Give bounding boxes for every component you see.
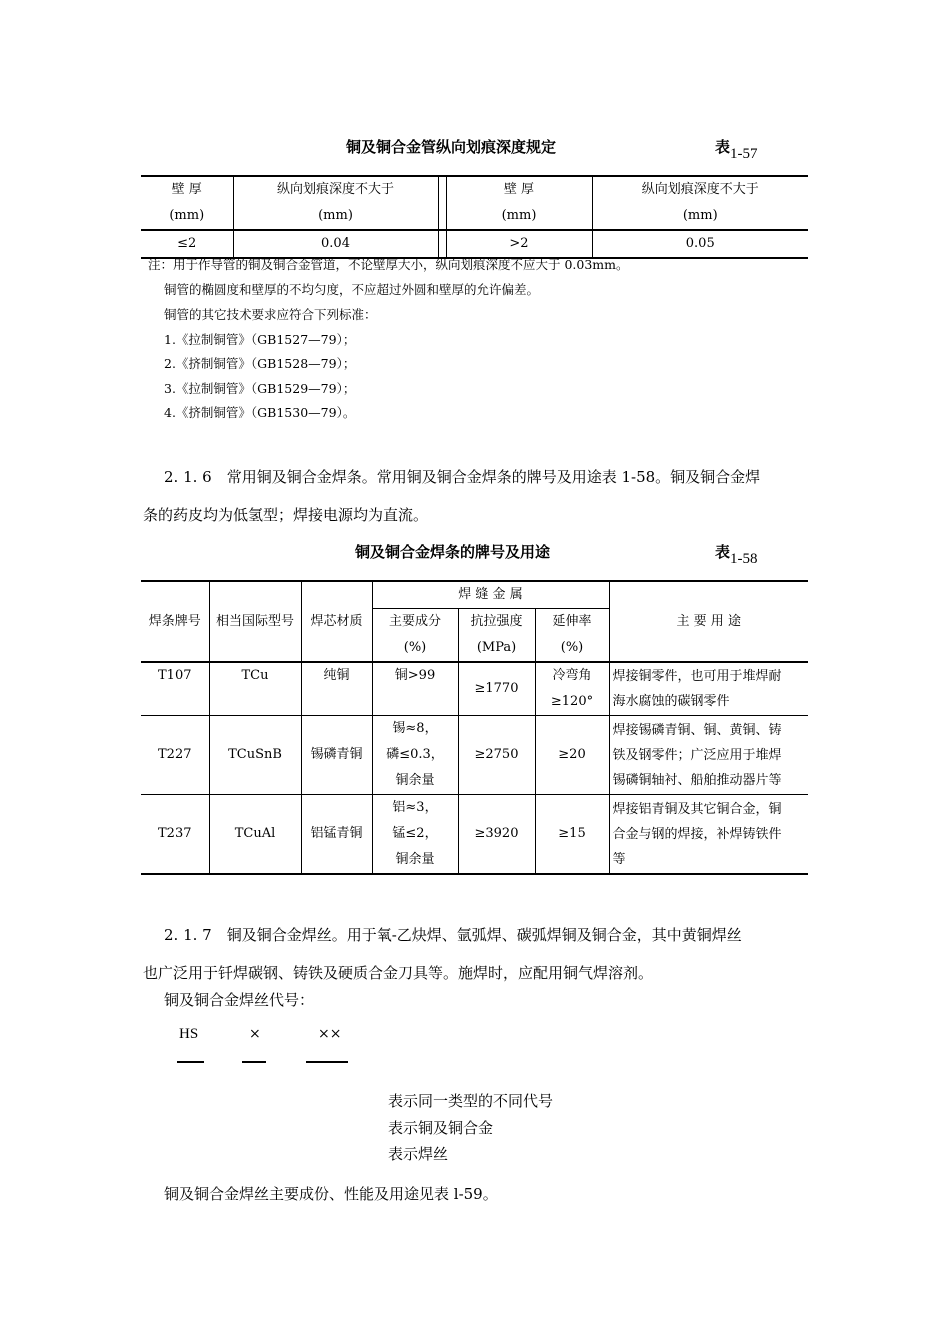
table-cell: T227 <box>141 716 209 795</box>
table-cell: 焊接铝青铜及其它铜合金，铜 合金与钢的焊接，补焊铸铁件 等 <box>612 801 782 867</box>
header-cell: 纵向划痕深度不大于 (mm) <box>233 176 438 230</box>
table-57-number <box>715 136 758 162</box>
header-cell: 主要成分 (%) <box>372 609 458 663</box>
table-row <box>141 795 808 875</box>
table-cell: TCuAl <box>209 795 301 875</box>
section-217-line2: 也广泛用于钎焊碳钢、铸铁及硬质合金刀具等。施焊时，应配用铜气焊溶剂。 <box>143 964 654 982</box>
header-cell: 抗拉强度 (MPa) <box>458 609 535 663</box>
table-row <box>141 716 808 795</box>
table-label: 表 <box>715 543 731 561</box>
note-line: 4.《挤制铜管》（GB1530—79）。 <box>164 405 356 420</box>
header-cell: 纵向划痕深度不大于 (mm) <box>641 182 759 223</box>
table-cell: 0.05 <box>685 236 715 251</box>
table-57-title: 铜及铜合金管纵向划痕深度规定 <box>346 138 557 156</box>
header-cell: 延伸率 (%) <box>535 609 609 663</box>
table-cell: 铝≈3， 锰≤2， 铜余量 <box>372 795 458 875</box>
table-cell: TCuSnB <box>209 716 301 795</box>
code-part-hs: HS <box>179 1026 199 1042</box>
note-line: 2.《挤制铜管》（GB1528—79）； <box>164 356 356 371</box>
table-cell: ≥1770 <box>458 662 535 716</box>
table-cell: 焊接锡磷青铜、铜、黄铜、铸 铁及钢零件；广泛应用于堆焊 锡磷铜轴衬、船舶推动器片等 <box>612 722 782 788</box>
header-cell: 焊 缝 金 属 <box>372 581 609 609</box>
header-cell: 主 要 用 途 <box>676 613 741 629</box>
table-cell: ≥15 <box>535 795 609 875</box>
section-217-line1: 2. 1. 7 铜及铜合金焊丝。用于氧-乙炔焊、氩弧焊、碳弧焊铜及铜合金，其中黄铜焊丝 <box>164 926 742 944</box>
table-cell: >2 <box>446 230 592 258</box>
table-58 <box>141 580 808 875</box>
table-cell: ≤2 <box>141 230 233 258</box>
table-row <box>141 662 808 716</box>
table-cell: 0.04 <box>233 230 438 258</box>
table-number: 1-57 <box>730 146 758 162</box>
note-line: 铜管的椭圆度和壁厚的不均匀度，不应超过外圆和壁厚的允许偏差。 <box>164 282 540 297</box>
code-desc: 表示铜及铜合金 <box>388 1119 494 1137</box>
code-underline <box>242 1061 266 1063</box>
note-line: 铜管的其它技术要求应符合下列标准： <box>164 307 377 322</box>
section-216-line1: 2. 1. 6 常用铜及铜合金焊条。常用铜及铜合金焊条的牌号及用途表 1-58。铜及铜合金焊 <box>164 468 761 486</box>
table-cell: 锡磷青铜 <box>301 716 372 795</box>
table-58-number <box>715 541 758 567</box>
table-58-title: 铜及铜合金焊条的牌号及用途 <box>355 543 551 561</box>
table-label: 表 <box>715 138 731 156</box>
table-57 <box>141 175 808 259</box>
code-part-type: × <box>249 1026 261 1042</box>
section-216-line2: 条的药皮均为低氢型；焊接电源均为直流。 <box>143 506 429 524</box>
table-cell: T237 <box>141 795 209 875</box>
note-line: 1.《拉制铜管》（GB1527—79）； <box>164 332 356 347</box>
table-cell: 铝锰青铜 <box>301 795 372 875</box>
header-cell: 相当国际型号 <box>209 581 301 662</box>
table-cell: ≥3920 <box>458 795 535 875</box>
table-number: 1-58 <box>730 551 758 567</box>
code-desc: 表示焊丝 <box>388 1145 449 1163</box>
closing-line: 铜及铜合金焊丝主要成份、性能及用途见表 l-59。 <box>164 1185 498 1203</box>
section-217-line3: 铜及铜合金焊丝代号： <box>164 991 315 1009</box>
table-cell: T107 <box>141 662 209 716</box>
header-cell: 焊芯材质 <box>301 581 372 662</box>
table-cell: 纯铜 <box>301 662 372 716</box>
table-cell: 锡≈8， 磷≤0.3， 铜余量 <box>372 716 458 795</box>
divider-cell <box>438 176 446 230</box>
table-cell: 铜>99 <box>372 662 458 716</box>
header-cell: 壁 厚 (mm) <box>141 176 233 230</box>
header-cell: 焊条牌号 <box>141 581 209 662</box>
table-cell: 冷弯角 ≥120° <box>535 662 609 716</box>
code-desc: 表示同一类型的不同代号 <box>388 1092 554 1110</box>
header-cell: 壁 厚 (mm) <box>446 176 592 230</box>
code-underline <box>177 1061 204 1063</box>
note-line: 3.《拉制铜管》（GB1529—79）； <box>164 381 356 396</box>
table-cell: ≥2750 <box>458 716 535 795</box>
table-cell: ≥20 <box>535 716 609 795</box>
code-underline <box>306 1061 348 1063</box>
note-line: 注：用于作导管的铜及铜合金管道，不论壁厚大小，纵向划痕深度不应大于 0.03mm。 <box>148 257 629 272</box>
code-part-number: ×× <box>318 1026 342 1042</box>
table-cell: TCu <box>209 662 301 716</box>
table-cell: 焊接铜零件，也可用于堆焊耐 海水腐蚀的碳钢零件 <box>612 669 782 709</box>
